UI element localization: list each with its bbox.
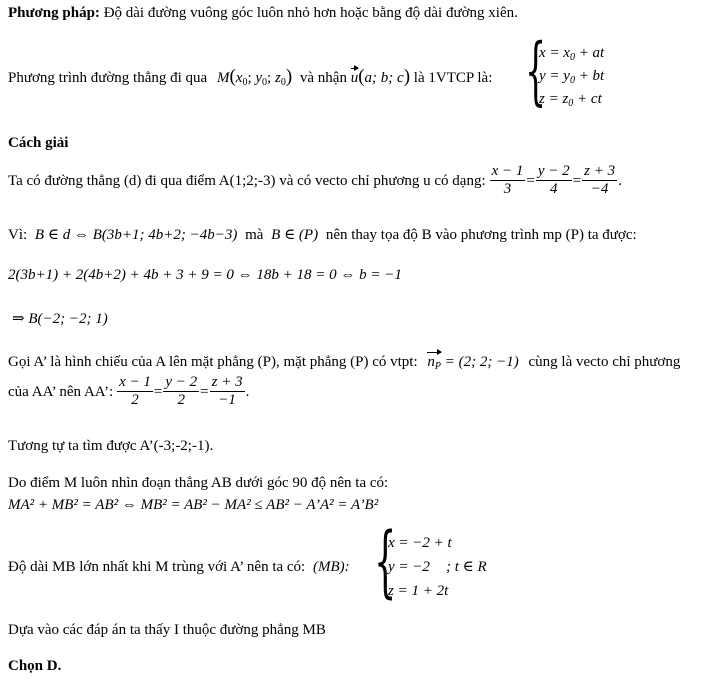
point-m: M: [216, 70, 230, 86]
vector-u-args: a; b; c: [364, 70, 404, 86]
fraction-1: $\frac{x - 1}{3}$: [491, 163, 524, 198]
fraction-3: $\frac{z + 3}{-4}$: [584, 163, 616, 198]
projection-line-2: [8, 374, 249, 410]
angle-formula: MA² + MB² = AB² ⇔ MB² = AB² − MA² ≤ AB² − A’A² = A’B²: [8, 497, 379, 513]
solution-heading: Cách giải: [8, 135, 69, 151]
mb-row-z: z = 1 + 2t: [388, 583, 449, 599]
line-d: [8, 163, 622, 199]
aa-eq-2: =: [200, 383, 209, 400]
z0-sub: 0: [280, 77, 286, 88]
max-mb-text: Độ dài MB lớn nhất khi M trùng với A’ nên ta có:: [8, 559, 306, 575]
max-mb-line: [8, 558, 350, 576]
intro-text-1: Phương trình đường thẳng đi qua: [8, 70, 208, 86]
point-b-expr: B ∈ d ⇔ B(3b+1; 4b+2; −4b−3): [34, 227, 238, 243]
aa-fraction-2: $\frac{y - 2}{2}$: [165, 374, 198, 409]
similarly-line: Tương tự ta tìm được A’(-3;-2;-1).: [8, 438, 214, 454]
mb-label: (MB):: [312, 559, 350, 575]
eq-sign-2: =: [572, 172, 582, 189]
method-line: [8, 4, 518, 22]
method-text: Độ dài đường vuông góc luôn nhỏ hơn hoặc bằng độ dài đường xiên.: [103, 5, 518, 21]
angle-text: Do điểm M luôn nhìn đoạn thẳng AB dưới góc 90 độ nên ta có:: [8, 475, 389, 491]
aa-fraction-3: $\frac{z + 3}{-1}$: [211, 374, 243, 409]
normal-vector: $n_P$: [427, 354, 442, 372]
system-brace-1: {: [525, 28, 547, 114]
sys-row-y: $y = y_0$ + bt: [539, 68, 605, 86]
normal-vector-value: = (2; 2; −1): [444, 354, 519, 370]
aa-period: .: [245, 383, 250, 400]
projection-text-1: Gọi A’ là hình chiếu của A lên mặt phẳng (P), mặt phẳng (P) có vtpt:: [8, 354, 418, 370]
z0: z: [274, 70, 281, 86]
point-b-prefix: Vì:: [8, 227, 28, 243]
point-b-suffix: nên thay tọa độ B vào phương trình mp (P) ta được:: [325, 227, 637, 243]
x0-sub: 0: [242, 77, 248, 88]
mb-condition: ; t ∈ R: [446, 559, 487, 575]
projection-text-2: cùng là vecto chỉ phương: [528, 354, 681, 370]
period: .: [618, 172, 622, 189]
line-d-text: Ta có đường thẳng (d) đi qua điểm A(1;2;-3) và có vecto chỉ phương u có dạng:: [8, 172, 486, 189]
mb-row-y: y = −2: [388, 559, 430, 575]
sys-row-x: $x = x_0$ + at: [539, 45, 605, 63]
result-b: ⇒ B(−2; −2; 1): [12, 311, 108, 327]
intro-text-3: là 1VTCP là:: [413, 70, 493, 86]
point-b-line: [8, 226, 637, 244]
system-brace-2: {: [374, 517, 397, 607]
sys-row-z: $z = z_0$ + ct: [539, 91, 602, 109]
method-label: Phương pháp:: [8, 5, 100, 21]
x0: x: [235, 70, 243, 86]
line-equation-intro: Phương trình đường thẳng đi qua $M(x_0$; $y_0$; $z_0$) và nhận u(a; b; c) là 1VTCP là:: [8, 66, 493, 88]
eq-sign-1: =: [526, 172, 535, 189]
point-b-mid: mà: [245, 227, 264, 243]
projection-line-1: [8, 353, 680, 373]
mb-row-x: x = −2 + t: [388, 535, 452, 551]
fraction-2: $\frac{y - 2}{4}$: [537, 163, 570, 198]
point-b-expr2: B ∈ (P): [271, 227, 319, 243]
equation-b: 2(3b+1) + 2(4b+2) + 4b + 3 + 9 = 0 ⇔ 18b + 18 = 0 ⇔ b = −1: [8, 267, 402, 283]
y0: y: [255, 70, 263, 86]
intro-text-2: và nhận: [299, 70, 347, 86]
y0-sub: 0: [262, 77, 268, 88]
projection-aa-label: của AA’ nên AA’:: [8, 383, 114, 400]
aa-eq-1: =: [153, 383, 163, 400]
vector-u: u: [350, 70, 359, 86]
answer: Chọn D.: [8, 658, 62, 674]
conclusion: Dựa vào các đáp án ta thấy I thuộc đường phẳng MB: [8, 622, 326, 638]
aa-fraction-1: $\frac{x - 1}{2}$: [119, 374, 151, 409]
